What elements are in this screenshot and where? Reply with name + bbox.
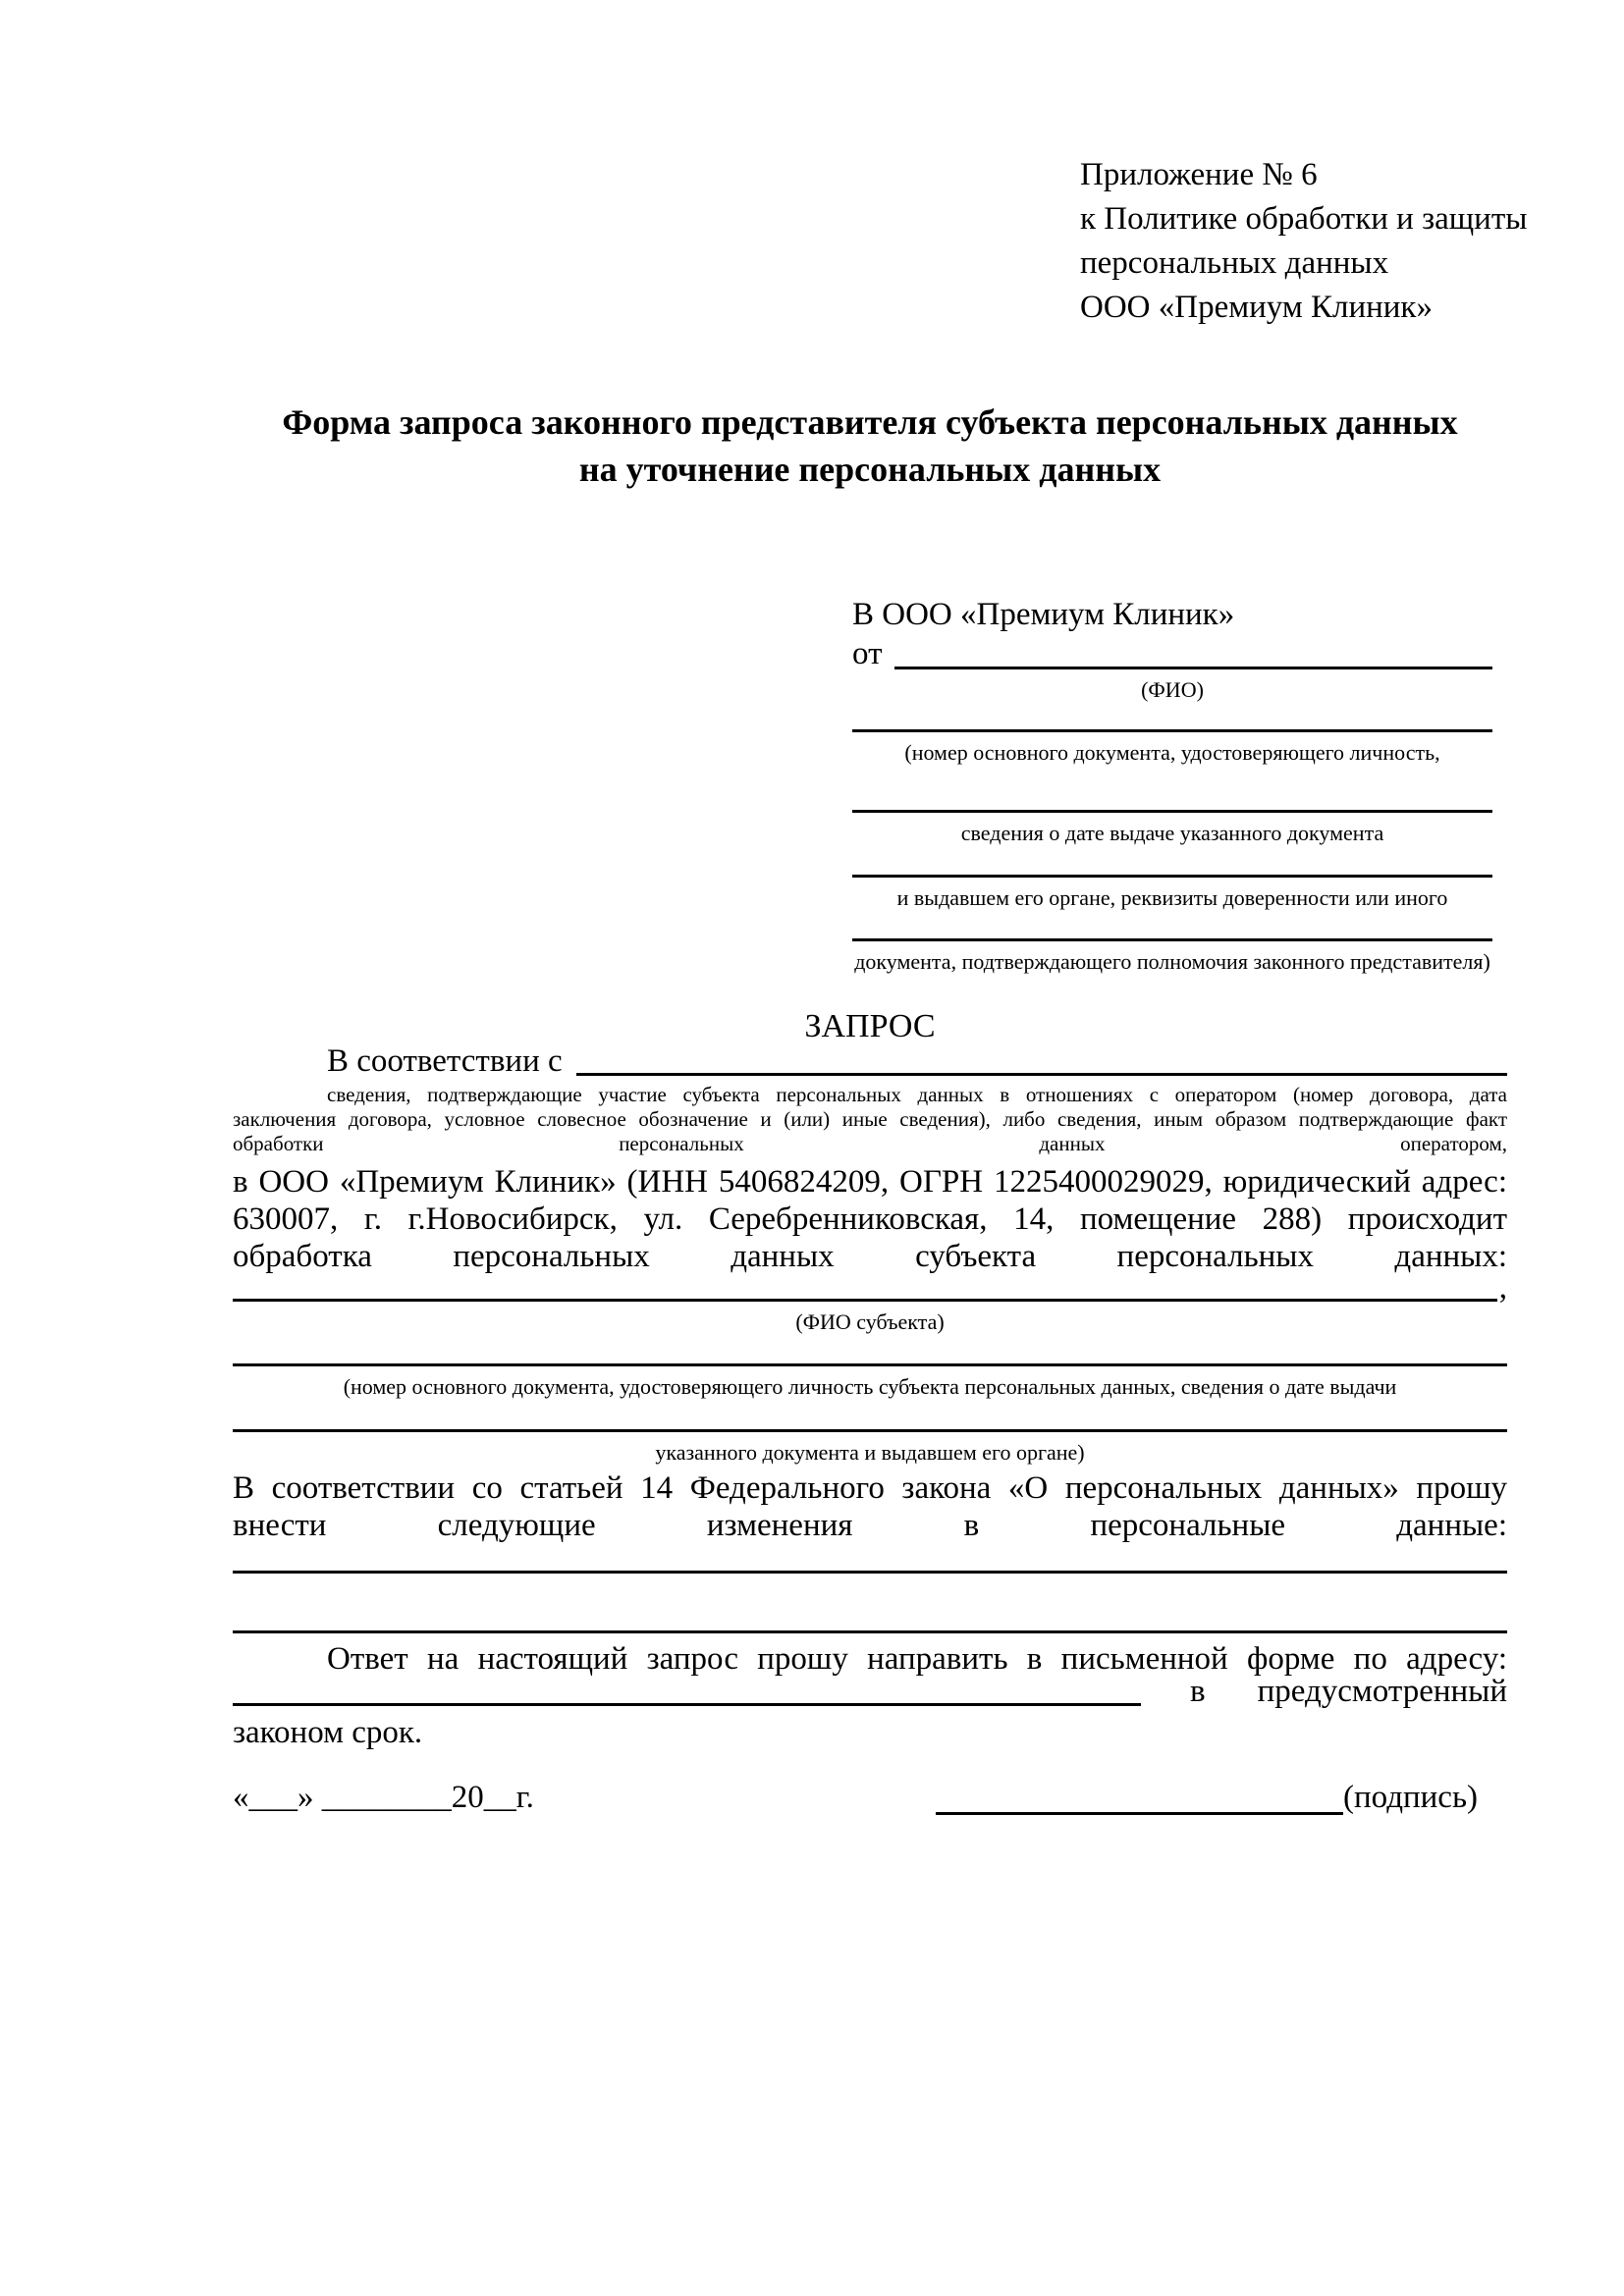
fio-blank-line — [894, 667, 1493, 669]
law-paragraph-line: В соответствии со статьей 14 Федерального закона «О персональных данных» прошу — [233, 1470, 1507, 1506]
document-number-caption: (номер основного документа, удостоверяющего личность, — [904, 740, 1440, 765]
answer-address-row — [233, 1674, 1507, 1709]
operator-paragraph-line: 630007, г. г.Новосибирск, ул. Серебренниковская, 14, помещение 288) происходит — [233, 1201, 1507, 1237]
addressee-block — [852, 589, 1492, 975]
from-label: от — [852, 636, 883, 671]
operator-paragraph-line: в ООО «Премиум Клиник» (ИНН 5406824209, ОГРН 1225400029029, юридический адрес: — [233, 1164, 1507, 1200]
authority-document-blank-line — [852, 911, 1492, 941]
annex-block — [1080, 153, 1527, 330]
subject-document-caption: (номер основного документа, удостоверяющего личность субъекта персональных данных, сведения о дате выдачи — [343, 1374, 1397, 1399]
footnote-line: сведения, подтверждающие участие субъекта персональных данных в отношениях с оператором (номер договора, дата — [327, 1083, 1507, 1106]
basis-blank-line — [576, 1073, 1507, 1076]
operator-paragraph-line: обработка персональных данных субъекта персональных данных: — [233, 1239, 1507, 1274]
footnote-line: заключения договора, условное словесное обозначение и (или) иные сведения), либо сведения, иным образом подтверждающие факт — [233, 1107, 1507, 1131]
intro-row — [233, 1043, 1507, 1079]
changes-blank-line-1 — [233, 1544, 1507, 1574]
law-paragraph-line: внести следующие изменения в персональные данные: — [233, 1508, 1507, 1543]
annex-line: ООО «Премиум Клиник» — [1080, 290, 1433, 325]
answer-address-blank-line — [233, 1703, 1141, 1706]
issue-date-blank-line — [852, 766, 1492, 813]
footnote-line: обработки персональных данных оператором, — [233, 1132, 1507, 1155]
subject-fio-row — [233, 1270, 1507, 1306]
subject-fio-blank-line — [233, 1299, 1497, 1302]
request-body — [233, 1007, 1507, 1751]
answer-address-tail — [1141, 1674, 1507, 1709]
annex-line: персональных данных — [1080, 245, 1389, 281]
answer-intro: Ответ на настоящий запрос прошу направить в письменной форме по адресу: — [327, 1641, 1507, 1677]
request-heading: ЗАПРОС — [804, 1008, 936, 1044]
issue-date-caption: сведения о дате выдаче указанного документа — [960, 821, 1384, 845]
answer-word-predusmotrennyi: предусмотренный — [1257, 1674, 1507, 1709]
addressee-to: В ООО «Премиум Клиник» — [852, 597, 1235, 632]
authority-document-caption: документа, подтверждающего полномочия законного представителя) — [854, 949, 1490, 974]
date-blank: «___» ________20__г. — [233, 1780, 534, 1815]
answer-closing: законом срок. — [233, 1715, 423, 1750]
changes-blank-line-2 — [233, 1574, 1507, 1633]
signature-group — [936, 1780, 1478, 1815]
signature-blank-line — [936, 1783, 1343, 1815]
answer-word-v: в — [1190, 1674, 1206, 1709]
issuing-authority-blank-line — [852, 846, 1492, 878]
intro-footnote — [233, 1083, 1507, 1156]
subject-document-blank-line — [233, 1335, 1507, 1366]
subject-fio-caption: (ФИО субъекта) — [795, 1309, 945, 1334]
signature-caption: (подпись) — [1343, 1780, 1478, 1815]
page-title-line: на уточнение персональных данных — [578, 450, 1162, 489]
annex-line: к Политике обработки и защиты — [1080, 201, 1528, 237]
date-signature-row — [233, 1780, 1478, 1815]
subject-document-caption-2: указанного документа и выдавшем его органе) — [655, 1440, 1085, 1465]
fio-caption: (ФИО) — [1141, 677, 1204, 702]
from-row — [852, 638, 1492, 669]
trailing-comma: , — [1498, 1270, 1507, 1306]
intro-label: В соответствии с — [327, 1043, 563, 1079]
annex-line: Приложение № 6 — [1080, 157, 1318, 192]
subject-document-blank-line-2 — [233, 1400, 1507, 1432]
issuing-authority-caption: и выдавшем его органе, реквизиты доверенности или иного — [896, 885, 1448, 910]
law-paragraph — [233, 1469, 1507, 1544]
operator-paragraph — [233, 1163, 1507, 1275]
page-title — [233, 399, 1507, 493]
page-title-line: Форма запроса законного представителя субъекта персональных данных — [282, 402, 1458, 442]
document-number-blank-line — [852, 703, 1492, 732]
